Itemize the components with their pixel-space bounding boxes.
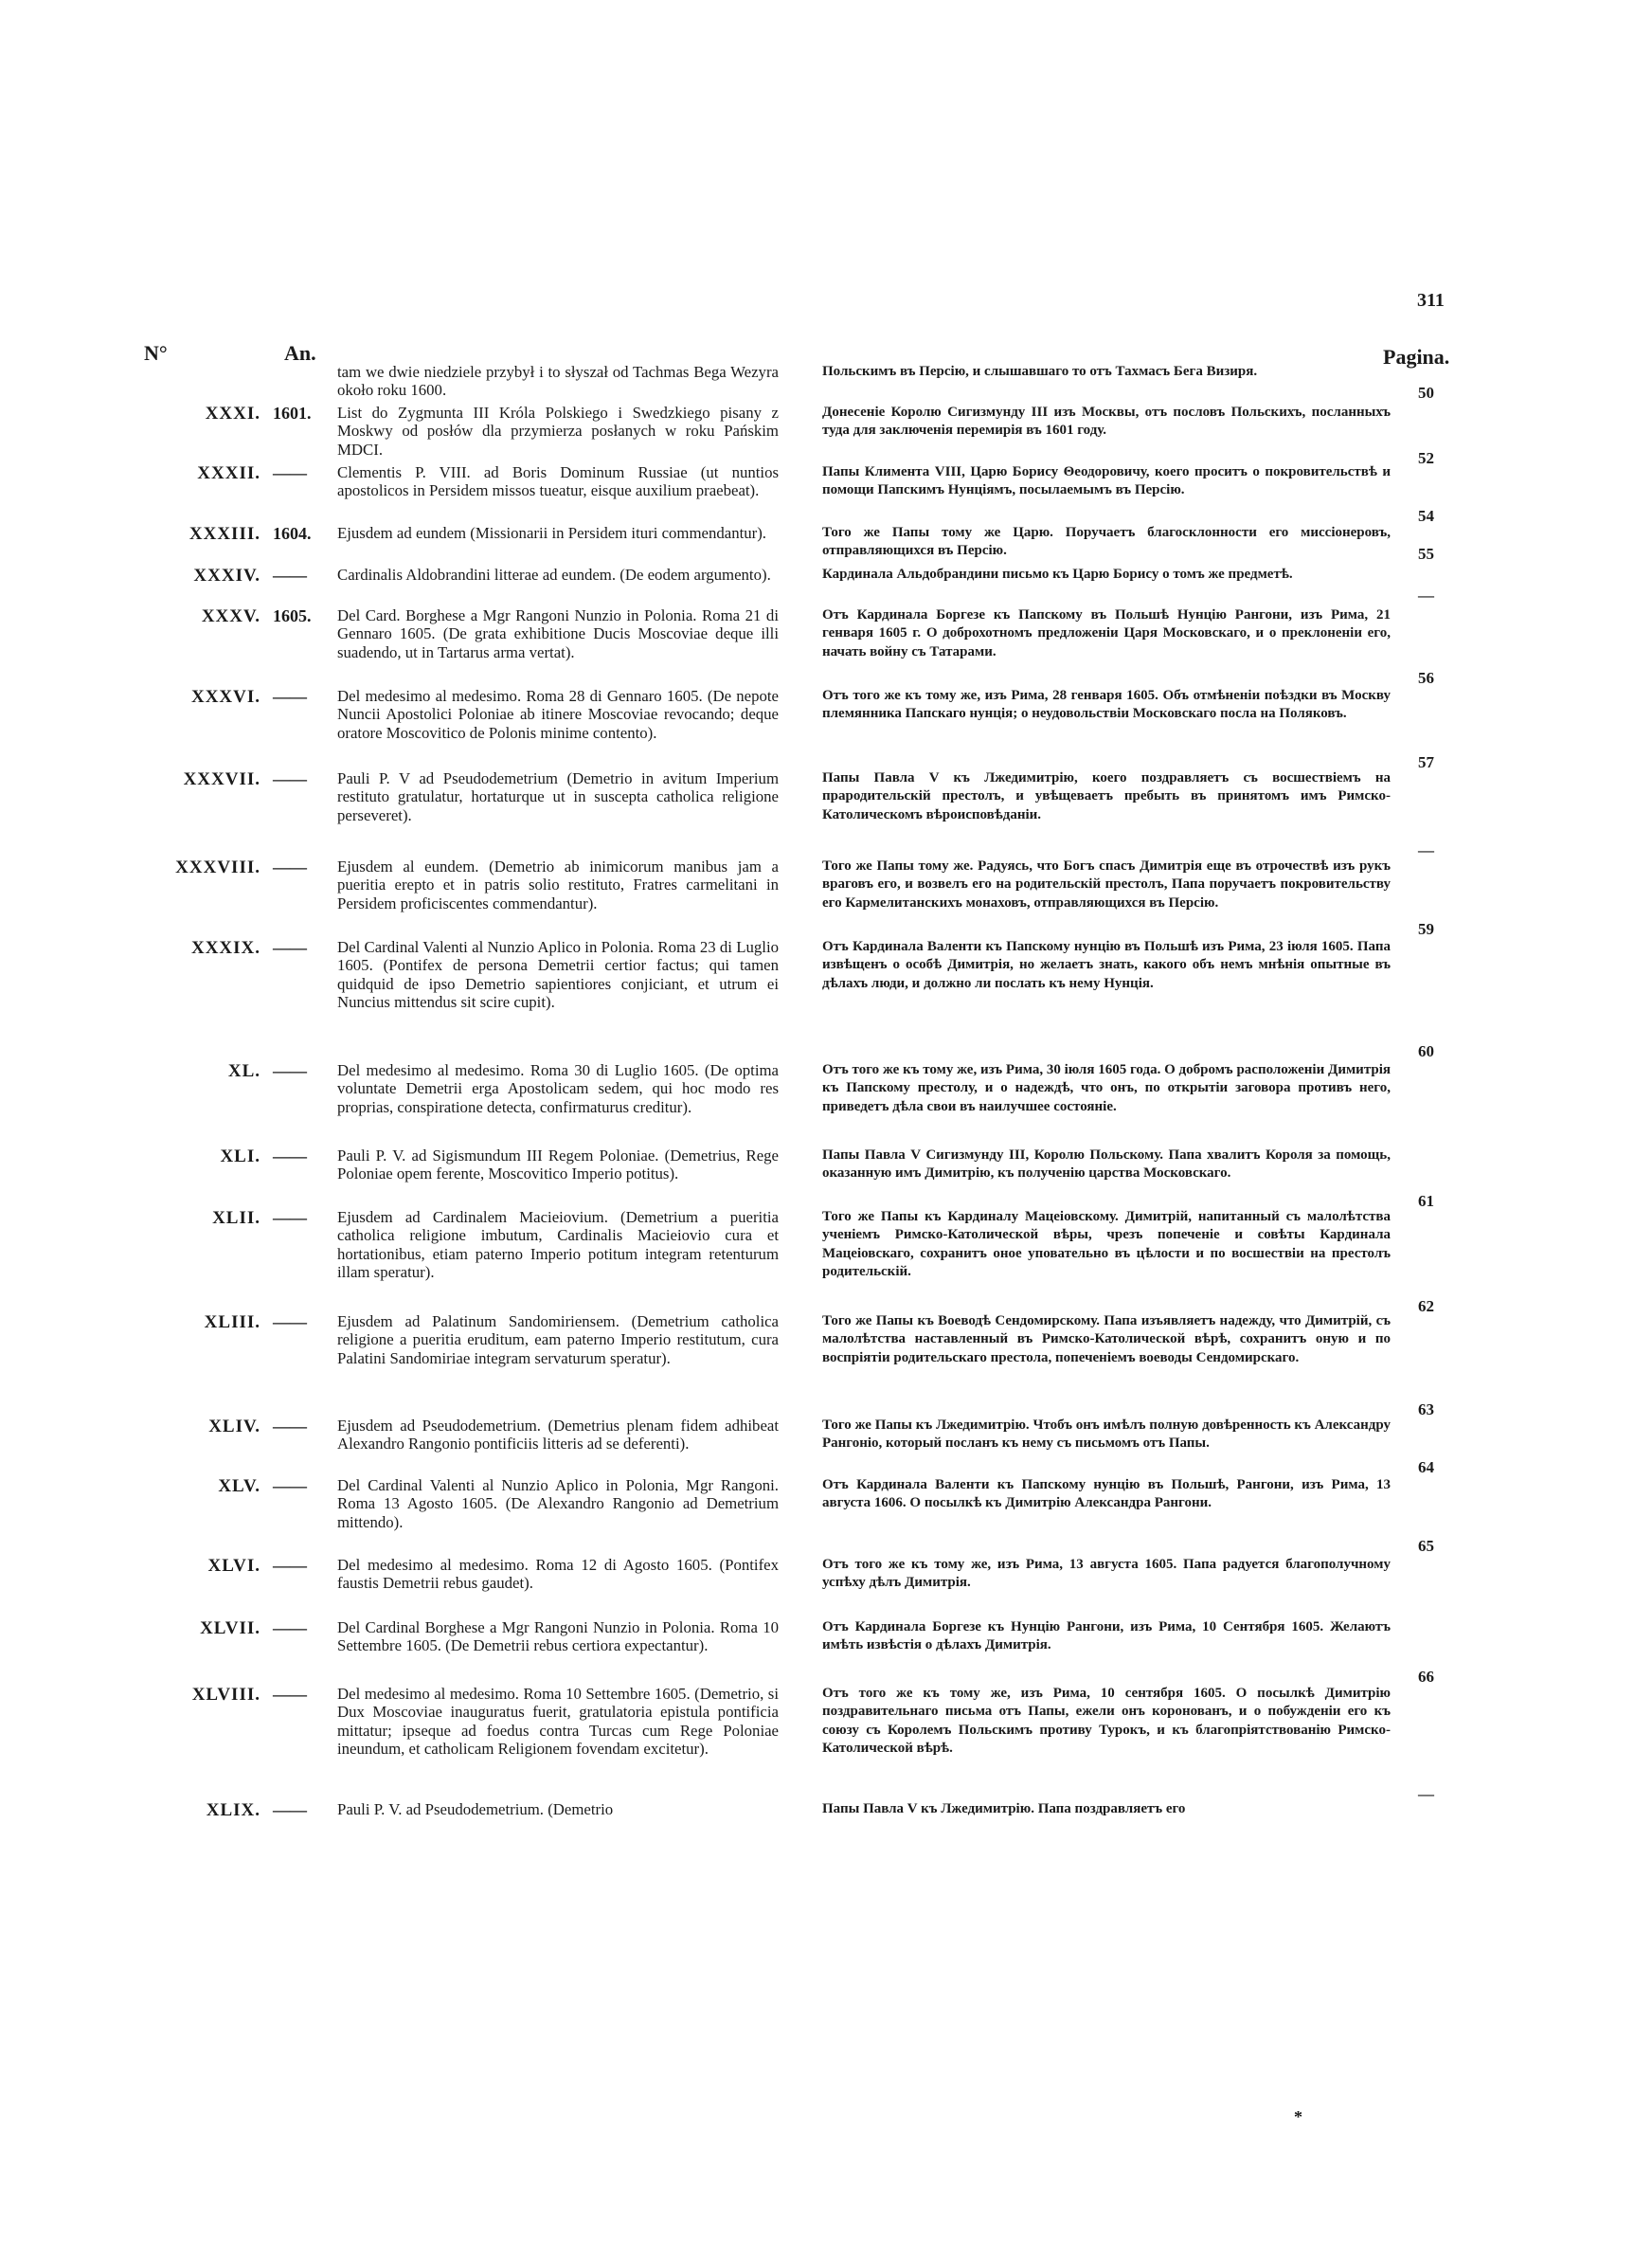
entry-year: 1604. <box>273 524 312 543</box>
entry-year: —— <box>273 1618 307 1637</box>
entry-year: —— <box>273 1061 307 1080</box>
entry-year: —— <box>273 1800 307 1819</box>
entry-latin: Ejusdem ad Pseudodemetrium. (Demetrius plenam fidem adhibeat Alexandro Rangonio pontificiis litteris ad se deferenti). <box>337 1417 779 1454</box>
entry-number: XXXI. <box>205 404 260 424</box>
entry-year: —— <box>273 1476 307 1495</box>
entry-page: 66 <box>1418 1668 1434 1686</box>
entry-russian: Отъ того же къ тому же, изъ Рима, 10 сентября 1605. О посылкѣ Димитрію поздравительнаго письма отъ Папы, ежели онъ коронованъ, и о побужденіи его къ союзу съ Королемъ Польскимъ противу Турокъ, и къ благопріятствованію Римско-Католической вѣрѣ. <box>822 1686 1391 1757</box>
entry-number: XXXII. <box>197 463 260 483</box>
entry-russian: Того же Папы тому же Царю. Поручаетъ благосклонности его миссіонеровъ, отправляющихся въ Персію. <box>822 525 1391 559</box>
entry-latin: Ejusdem al eundem. (Demetrio ab inimicorum manibus jam a pueritia erepto et in patris solio restituto, Fratres carmelitani in Persidem proficiscentes commendantur). <box>337 858 779 912</box>
entry-number: XXXIV. <box>193 566 260 586</box>
entry-number: XXXVI. <box>190 687 260 707</box>
entry-number: XXXIX. <box>190 938 260 958</box>
entry-page: 59 <box>1418 920 1434 938</box>
entry-page: — <box>1418 841 1434 859</box>
entry-latin: Del Cardinal Valenti al Nunzio Aplico in Polonia. Roma 23 di Luglio 1605. (Pontifex de persona Demetrii certior factus; qui tamen quidquid de ipso Demetrio sapientiores conjiciant, et utrum ei Nuncius mittendus sit scire cupit). <box>337 938 779 1012</box>
entry-russian: Папы Павла V къ Лжедимитрію, коего поздравляетъ съ восшествіемъ на прародительскій престолъ, и увѣщеваетъ пребыть въ принятомъ имъ Римско-Католическомъ вѣроисповѣданіи. <box>822 770 1391 822</box>
entry-latin: Pauli P. V. ad Pseudodemetrium. (Demetrio <box>337 1800 614 1818</box>
entry-russian: Отъ того же къ тому же, изъ Рима, 13 августа 1605. Папа радуется благополучному успѣху дѣлъ Димитрія. <box>822 1557 1391 1591</box>
header-number: N° <box>144 341 168 365</box>
entry-year: —— <box>273 1417 307 1435</box>
entry-year: 1605. <box>273 606 312 625</box>
entry-russian: Папы Павла V къ Лжедимитрію. Папа поздравляетъ его <box>822 1801 1186 1816</box>
entry-number: XLV. <box>218 1476 260 1496</box>
entry-latin: Del Cardinal Valenti al Nunzio Aplico in Polonia, Mgr Rangoni. Roma 13 Agosto 1605. (De Alexandro Rangonio ad Demetrium mittendo). <box>337 1476 779 1531</box>
entry-page: 65 <box>1418 1537 1434 1555</box>
header-pagina: Pagina. <box>1383 345 1450 369</box>
entry-russian: Отъ Кардинала Боргезе къ Папскому въ Польшѣ Нунцію Рангони, изъ Рима, 21 генваря 1605 г. О доброхотномъ предложеніи Царя Московскаго, и о преклоненіи его, начать войну съ Татарами. <box>822 607 1391 659</box>
entry-russian: Того же Папы тому же. Радуясь, что Богъ спасъ Димитрія еще въ отрочествѣ изъ рукъ враговъ его, и возвелъ его на родительскій престолъ, Папа поручаетъ покровительству его Кармелитанскихъ монаховъ, отправляющихся въ Персію. <box>822 858 1391 911</box>
entry-latin: List do Zygmunta III Króla Polskiego i Swedzkiego pisany z Moskwy od posłów dla przymierza posłanych w roku Pańskim MDCI. <box>337 404 779 459</box>
entry-latin: Pauli P. V ad Pseudodemetrium (Demetrio in avitum Imperium restituto gratulatur, hortaturque ut in suscepta catholica religione perseveret). <box>337 769 779 824</box>
entry-russian: Того же Папы къ Кардиналу Мацеіовскому. Димитрій, напитанный съ малолѣтства ученіемъ Римско-Католической вѣры, чрезъ попеченіе и совѣты Кардинала Мацеіовскаго, сохранитъ оное уповательно въ цѣлости и по восшествіи на престолъ родительскій. <box>822 1209 1391 1280</box>
entry-russian: Отъ Кардинала Валенти къ Папскому нунцію въ Польшѣ изъ Рима, 23 іюля 1605. Папа извѣщенъ о особѣ Димитрія, но желаетъ знать, какого объ немъ мнѣнія опытные въ дѣлахъ люди, и должно ли послать къ нему Нунція. <box>822 939 1391 991</box>
header-year: An. <box>284 341 316 365</box>
entry-number: XLVIII. <box>191 1685 260 1705</box>
entry-number: XLII. <box>212 1208 260 1228</box>
entry-year: —— <box>273 566 307 585</box>
entry-page: 62 <box>1418 1297 1434 1315</box>
entry-page: 63 <box>1418 1400 1434 1418</box>
entry-number: XL. <box>227 1061 260 1081</box>
entry-latin: tam we dwie niedziele przybył i to słyszał od Tachmas Bega Wezyra około roku 1600. <box>337 363 779 400</box>
entry-year: —— <box>273 1312 307 1331</box>
entry-page: — <box>1418 587 1434 605</box>
entry-page: 50 <box>1418 384 1434 402</box>
entry-russian: Отъ Кардинала Валенти къ Папскому нунцію въ Польшѣ, Рангони, изъ Рима, 13 августа 1606. О посылкѣ къ Димитрію Александра Рангони. <box>822 1477 1391 1511</box>
entry-year: —— <box>273 1556 307 1575</box>
entry-number: XXXIII. <box>189 524 260 544</box>
entry-russian: Того же Папы къ Лжедимитрію. Чтобъ онъ имѣлъ полную довѣренность къ Александру Рангоніо, который посланъ къ нему съ письмомъ отъ Папы. <box>822 1417 1391 1452</box>
entry-page: 60 <box>1418 1042 1434 1060</box>
entry-latin: Del medesimo al medesimo. Roma 12 di Agosto 1605. (Pontifex faustis Demetrii rebus gaudet). <box>337 1556 779 1593</box>
entry-russian: Папы Климента VIII, Царю Борису Θеодоровичу, коего проситъ о покровительствѣ и помощи Папскимъ Нунціямъ, посылаемымъ въ Персію. <box>822 464 1391 498</box>
entry-latin: Ejusdem ad Palatinum Sandomiriensem. (Demetrium catholica religione a pueritia eruditum, eam paterno Imperio restitutum, cura Palatini Sandomiriae integram servaturum speratur). <box>337 1312 779 1367</box>
entry-russian: Того же Папы къ Воеводѣ Сендомирскому. Папа изъявляетъ надежду, что Димитрій, съ малолѣтства наставленный въ Римско-Католической вѣрѣ, сохранитъ оную и по воспріятіи родительскаго престола, попеченіемъ воеводы Сендомирскаго. <box>822 1313 1391 1365</box>
entry-year: —— <box>273 463 307 482</box>
entry-number: XLVII. <box>200 1618 260 1638</box>
entry-russian: Польскимъ въ Персію, и слышавшаго то отъ Тахмасъ Бега Визиря. <box>822 364 1258 379</box>
entry-number: XXXVIII. <box>175 858 260 877</box>
entry-russian: Отъ Кардинала Боргезе къ Нунцію Рангони, изъ Рима, 10 Сентября 1605. Желаютъ имѣть извѣстія о дѣлахъ Димитрія. <box>822 1619 1391 1653</box>
entry-russian: Отъ того же къ тому же, изъ Рима, 30 іюля 1605 года. О добромъ расположеніи Димитрія къ Папскому престолу, и о надеждѣ, что онъ, по открытіи заговора противъ него, приведетъ дѣла свои въ наилучшее состояніе. <box>822 1062 1391 1114</box>
entry-year: 1601. <box>273 404 312 423</box>
entry-latin: Clementis P. VIII. ad Boris Dominum Russiae (ut nuntios apostolicos in Persidem missos tueatur, eisque auxilium praebeat). <box>337 463 779 500</box>
entry-year: —— <box>273 1147 307 1165</box>
entry-latin: Ejusdem ad Cardinalem Macieiovium. (Demetrium a pueritia catholica religione imbutum, Cardinalis Macieiovio cura et hortationibus, etiam paterno Imperio potitum integram retenturum illam speratur). <box>337 1208 779 1282</box>
entry-russian: Донесеніе Королю Сигизмунду III изъ Москвы, отъ пословъ Польскихъ, посланныхъ туда для заключенія перемирія въ 1601 году. <box>822 405 1391 439</box>
entry-latin: Cardinalis Aldobrandini litterae ad eundem. (De eodem argumento). <box>337 566 771 584</box>
entry-latin: Del medesimo al medesimo. Roma 28 di Gennaro 1605. (De nepote Nuncii Apostolici Poloniae ab itinere Moscoviae revocando; deque oratore Moscovitico de Polonis minime contento). <box>337 687 779 742</box>
entry-year: —— <box>273 769 307 788</box>
entry-latin: Del Cardinal Borghese a Mgr Rangoni Nunzio in Polonia. Roma 10 Settembre 1605. (De Demetrii rebus certiora expectantur). <box>337 1618 779 1655</box>
entry-latin: Pauli P. V. ad Sigismundum III Regem Poloniae. (Demetrius, Rege Poloniae opem ferente, Moscovitico Imperio potitus). <box>337 1147 779 1183</box>
entry-page: 54 <box>1418 507 1434 525</box>
entry-number: XLI. <box>220 1147 260 1166</box>
entry-page: 52 <box>1418 449 1434 467</box>
entry-latin: Ejusdem ad eundem (Missionarii in Persidem ituri commendantur). <box>337 524 767 542</box>
entry-page: 57 <box>1418 753 1434 771</box>
entry-russian: Отъ того же къ тому же, изъ Рима, 28 генваря 1605. Объ отмѣненіи поѣздки въ Москву племянника Папскаго нунція; о неудовольствіи Московскаго посла на Поляковъ. <box>822 688 1391 722</box>
entry-year: —— <box>273 1208 307 1227</box>
entry-number: XLIX. <box>206 1800 260 1820</box>
entry-number: XLVI. <box>207 1556 260 1576</box>
entry-year: —— <box>273 858 307 876</box>
entry-page: 64 <box>1418 1458 1434 1476</box>
page-number: 311 <box>1417 290 1445 311</box>
entry-russian: Папы Павла V Сигизмунду III, Королю Польскому. Папа хвалитъ Короля за помощь, оказанную имъ Димитрію, къ полученію царства Московскаго. <box>822 1147 1391 1182</box>
entry-number: XXXV. <box>201 606 260 626</box>
entry-page: 61 <box>1418 1192 1434 1210</box>
entry-latin: Del medesimo al medesimo. Roma 30 di Luglio 1605. (De optima voluntate Demetrii erga Apostolicam sedem, qui hoc modo res proprias, conspiratione detecta, confirmaturus creditur). <box>337 1061 779 1116</box>
entry-number: XLIII. <box>204 1312 260 1332</box>
entry-number: XXXVII. <box>183 769 260 789</box>
entry-page: 55 <box>1418 545 1434 563</box>
entry-page: 56 <box>1418 669 1434 687</box>
footer-asterisk: * <box>1294 2107 1302 2126</box>
entry-page: — <box>1418 1785 1434 1803</box>
entry-latin: Del Card. Borghese a Mgr Rangoni Nunzio in Polonia. Roma 21 di Gennaro 1605. (De grata exhibitione Ducis Moscoviae deque illi suadendo, ut in Tartarus arma vertat). <box>337 606 779 661</box>
entry-number: XLIV. <box>208 1417 260 1436</box>
entry-year: —— <box>273 687 307 706</box>
entry-year: —— <box>273 938 307 957</box>
entry-russian: Кардинала Альдобрандини письмо къ Царю Борису о томъ же предметѣ. <box>822 567 1293 582</box>
entry-latin: Del medesimo al medesimo. Roma 10 Settembre 1605. (Demetrio, si Dux Moscoviae inauguratus fuerit, gratulatoria epistula pontificia mittatur; ipseque ad foedus contra Turcas cum Rege Poloniae ineundum, et catholicam Religionem fovendam excitetur). <box>337 1685 779 1759</box>
entry-year: —— <box>273 1685 307 1704</box>
